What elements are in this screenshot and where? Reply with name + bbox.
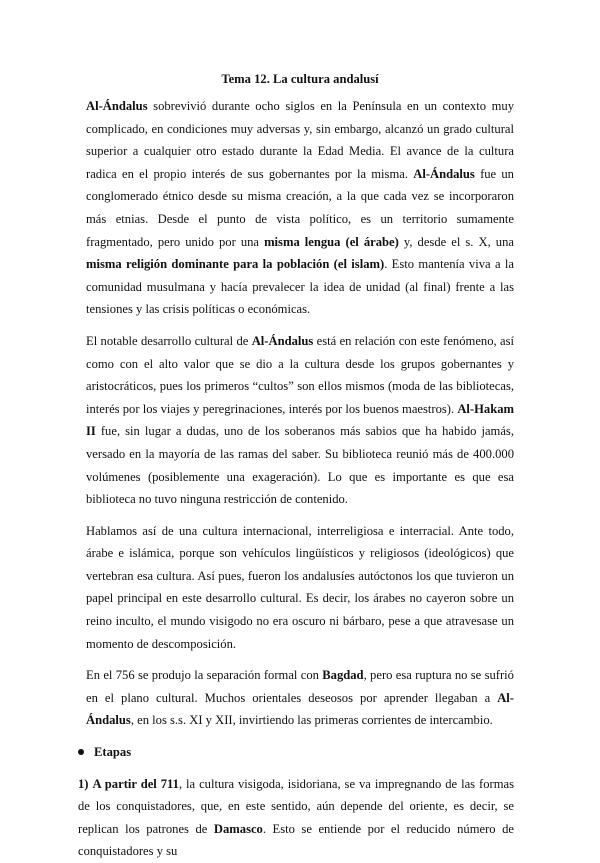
bold-term: Al-Ándalus (413, 166, 475, 181)
bullet-icon (78, 749, 84, 755)
text-run: , pero esa ruptura no se sufrió en el plano cultural. Muchos orientales deseosos por aprender llegaban a (86, 668, 514, 705)
item-number: 1) (78, 776, 89, 791)
bold-term: Al-Ándalus (251, 333, 314, 348)
document-title: Tema 12. La cultura andalusí (221, 72, 379, 86)
text-run: , la cultura visigoda, isidoriana, se va impregnando de las formas de los conquistadores, que, en este sentido, aún depende del oriente, es decir, se replican los patrones de (78, 776, 514, 836)
paragraph-1 (86, 95, 514, 321)
paragraph-3: Hablamos así de una cultura internacional, interreligiosa e interracial. Ante todo, árabe e islámica, porque son vehículos lingüísticos y religiosos (ideológicos) que vertebran esa cultura. Así pues, fueron los andalusíes autóctonos los que tuvieron un papel principal en este desarrollo cultural. Es decir, los árabes no cayeron sobre un reino inculto, el mundo visigodo no era oscuro ni bárbaro, pese a que atravesase un momento de descomposición. (86, 523, 514, 651)
numbered-item-1 (78, 773, 514, 863)
text-run: y, desde el s. X, una (398, 234, 514, 249)
bullet-item-etapas (78, 741, 514, 764)
text-run: , en los s.s. XI y XII, invirtiendo las primeras corrientes de intercambio. (130, 713, 493, 728)
text-run: El notable desarrollo cultural de (86, 333, 252, 348)
bold-term: Al-Ándalus (86, 99, 148, 113)
text-run: En el 756 se produjo la separación formal con (86, 668, 323, 683)
bold-term: misma religión dominante para la población (el islam) (86, 257, 385, 272)
bold-term: A partir del 711 (92, 776, 179, 791)
bold-term: misma lengua (el árabe) (264, 234, 399, 249)
text-run: . Esto se entiende por el reducido número de conquistadores y su (78, 821, 514, 859)
text-run: está en relación con este fenómeno, así como con el alto valor que se dio a la cultura desde los grupos gobernantes y aristocráticos, pues los primeros “cultos” son ellos mismos (moda de las bibliotecas, interés por los viajes y peregrinaciones, interés por los buenos maestros). (86, 333, 514, 416)
paragraph-4 (86, 664, 514, 732)
document-page (78, 68, 514, 863)
bold-term: Damasco (213, 821, 263, 836)
bold-term: Al-Hakam II (86, 401, 514, 439)
text-run: . Esto mantenía viva a la comunidad musulmana y hacía prevalecer la idea de unidad (al final) frente a las tensiones y las crisis políticas o económicas. (86, 257, 514, 317)
paragraph-2 (86, 330, 514, 511)
text-run: fue, sin lugar a dudas, uno de los soberanos más sabios que ha habido jamás, versado en la mayoría de las ramas del saber. Su biblioteca reunió más de 400.000 volúmenes (posiblemente una exageración). Lo que es importante es que esa biblioteca no tuvo ninguna restricción de contenido. (86, 424, 514, 507)
text-run: sobrevivió durante ocho siglos en la Península en un contexto muy complicado, en condiciones muy adversas y, sin embargo, alcanzó un grado cultural superior a cualquier otro estado durante la Edad Media. El avance de la cultura radica en el propio interés de sus gobernantes por la misma. (86, 99, 514, 181)
bold-term: Bagdad (322, 668, 364, 683)
bullet-label: Etapas (94, 745, 132, 760)
bold-term: Al-Ándalus (86, 690, 514, 728)
text-run: fue un conglomerado étnico desde su misma creación, a la que cada vez se incorporaron más etnias. Desde el punto de vista político, es un territorio sumamente fragmentado, pero unido por una (86, 166, 514, 249)
